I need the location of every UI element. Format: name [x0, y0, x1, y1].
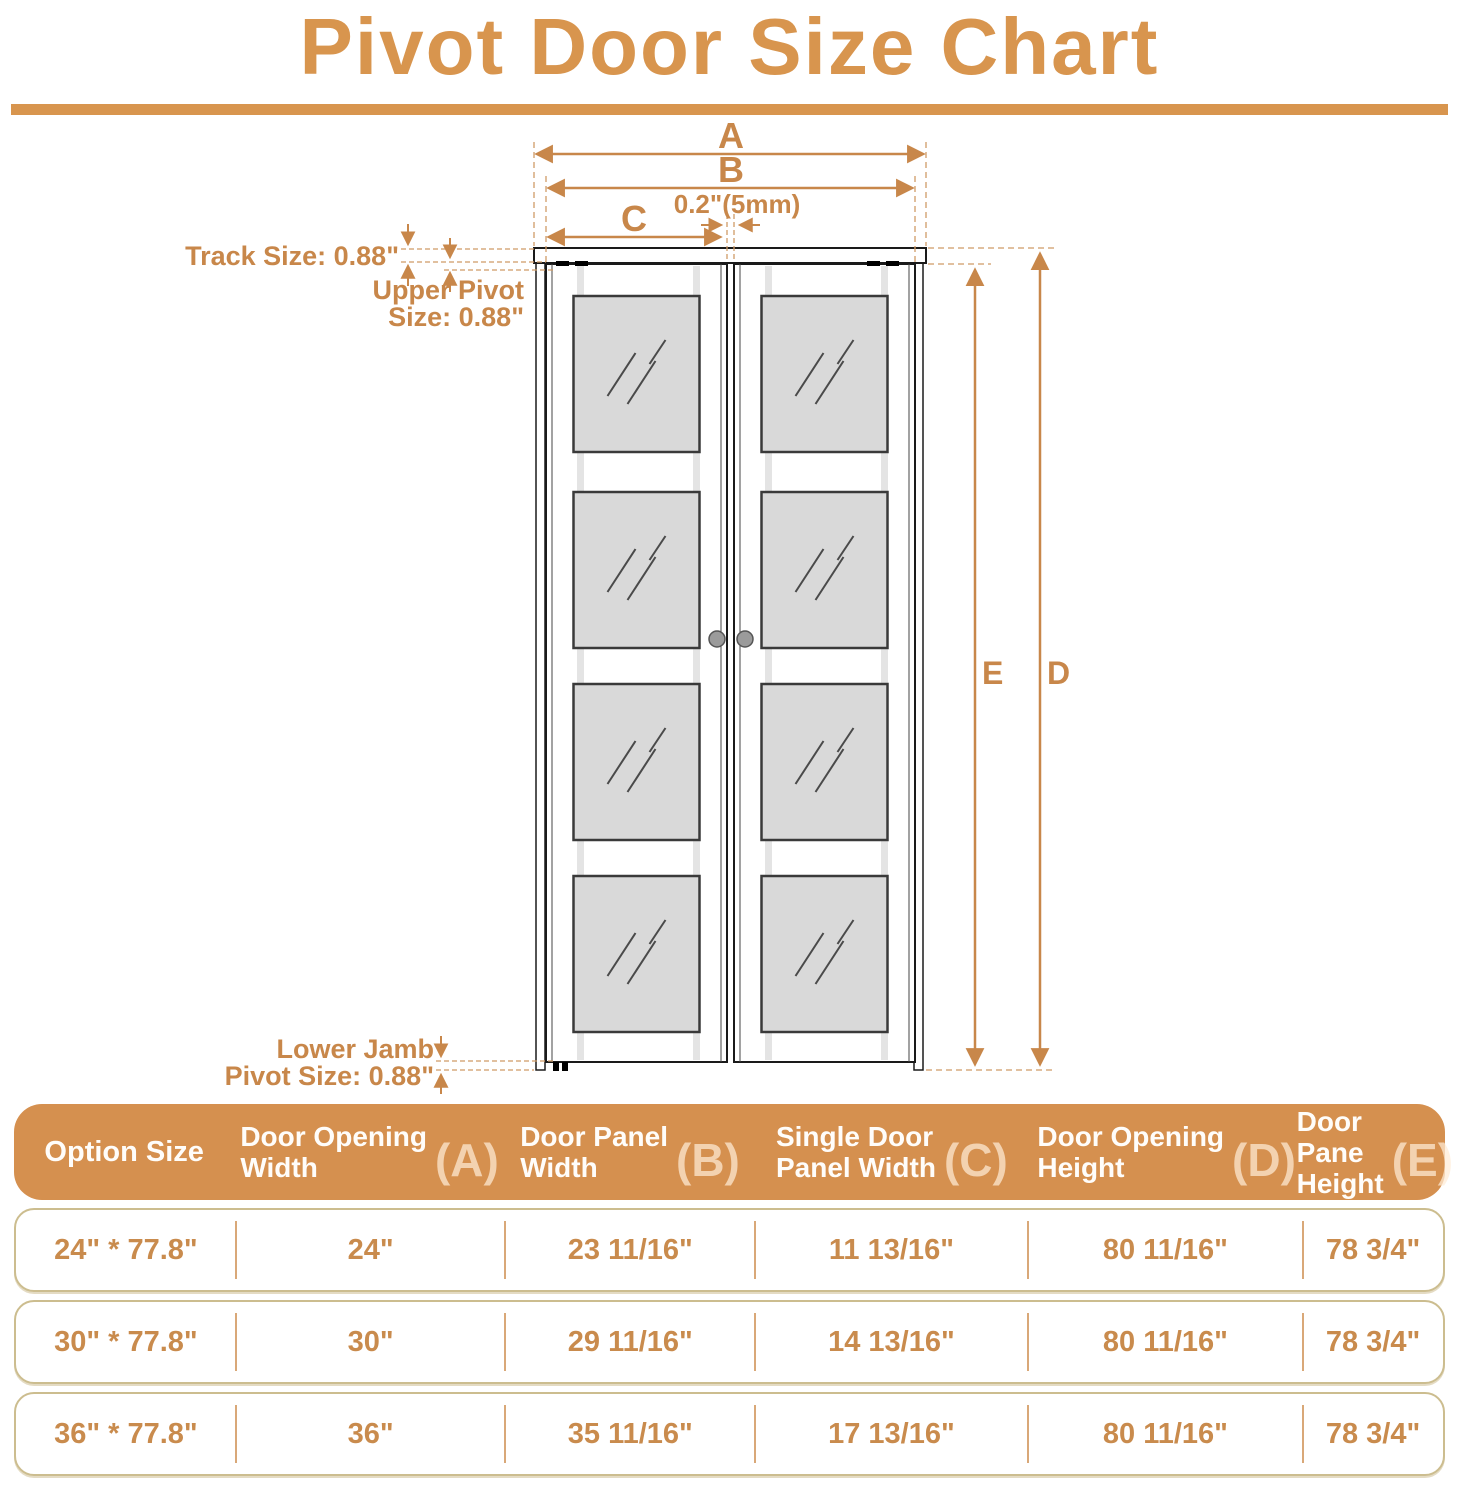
column-label: Single Door Panel Width — [775, 1121, 936, 1183]
header-cell-single-door-panel-width — [755, 1117, 1028, 1187]
table-cell: 23 11/16" — [505, 1210, 755, 1290]
column-letter: (D) — [1232, 1134, 1296, 1186]
table-cell: 80 11/16" — [1028, 1394, 1303, 1474]
glass-pane — [574, 492, 700, 648]
glass-pane — [574, 684, 700, 840]
table-cell: 17 13/16" — [755, 1394, 1028, 1474]
column-label: Option Size — [44, 1135, 204, 1168]
column-label: Door Pane Height — [1296, 1105, 1384, 1199]
svg-text:Size: 0.88": Size: 0.88" — [388, 302, 524, 332]
svg-text:Upper Pivot: Upper Pivot — [372, 275, 524, 305]
door-knob-right — [737, 631, 753, 647]
glass-pane — [762, 492, 888, 648]
glass-pane — [762, 296, 888, 452]
table-cell: 78 3/4" — [1325, 1325, 1421, 1358]
glass-pane — [762, 876, 888, 1032]
svg-text:A: A — [718, 115, 744, 156]
pivot-door-diagram — [0, 115, 1459, 1100]
svg-text:E: E — [982, 655, 1004, 691]
table-cell: 30" * 77.8" — [16, 1302, 236, 1382]
svg-text:C: C — [621, 198, 647, 239]
svg-text:D: D — [1047, 655, 1071, 691]
header-cell-door-opening-width — [234, 1117, 504, 1187]
svg-text:B: B — [718, 149, 744, 190]
header-cell-door-panel-width — [505, 1117, 755, 1187]
column-label: Door Panel Width — [520, 1121, 668, 1183]
glass-pane — [762, 684, 888, 840]
door-track — [534, 248, 926, 263]
left-jamb — [536, 262, 545, 1070]
column-letter: (E) — [1391, 1134, 1454, 1186]
title-divider-bar — [11, 104, 1448, 115]
glass-pane — [574, 296, 700, 452]
table-cell: 78 3/4" — [1325, 1233, 1421, 1266]
table-row — [14, 1300, 1445, 1384]
table-cell: 36" * 77.8" — [16, 1394, 236, 1474]
door-knob-left — [709, 631, 725, 647]
page-title: Pivot Door Size Chart — [299, 2, 1160, 91]
table-cell: 36" — [236, 1394, 506, 1474]
table-cell: 14 13/16" — [755, 1302, 1028, 1382]
column-label: Door Opening Height — [1037, 1121, 1225, 1183]
column-letter: (B) — [676, 1134, 740, 1186]
dimension-e — [928, 264, 1003, 1064]
header-cell-door-opening-height — [1029, 1117, 1305, 1187]
table-cell: 24" — [236, 1210, 506, 1290]
svg-text:0.2"(5mm): 0.2"(5mm) — [673, 189, 801, 219]
column-label: Door Opening Width — [240, 1121, 427, 1183]
size-table — [14, 1104, 1454, 1476]
upper-pivot-callout — [372, 238, 556, 332]
table-cell: 35 11/16" — [505, 1394, 755, 1474]
svg-text:Lower Jamb: Lower Jamb — [276, 1034, 434, 1064]
table-header — [14, 1104, 1454, 1200]
svg-text:Track Size: 0.88": Track Size: 0.88" — [185, 241, 399, 271]
table-cell: 80 11/16" — [1028, 1210, 1303, 1290]
table-cell: 30" — [236, 1302, 506, 1382]
table-cell: 80 11/16" — [1028, 1302, 1303, 1382]
header-cell-door-pane-height — [1296, 1105, 1454, 1199]
column-letter: (A) — [434, 1134, 499, 1186]
glass-pane — [574, 876, 700, 1032]
table-cell: 24" * 77.8" — [16, 1210, 236, 1290]
lower-jamb-callout — [225, 1034, 556, 1094]
header-cell-option-size — [14, 1136, 234, 1169]
column-letter: (C) — [943, 1134, 1008, 1186]
table-cell: 11 13/16" — [755, 1210, 1028, 1290]
table-cell: 29 11/16" — [505, 1302, 755, 1382]
svg-text:Pivot Size: 0.88": Pivot Size: 0.88" — [224, 1061, 434, 1091]
table-row — [14, 1208, 1445, 1292]
table-cell: 78 3/4" — [1325, 1417, 1421, 1450]
table-row — [14, 1392, 1445, 1476]
